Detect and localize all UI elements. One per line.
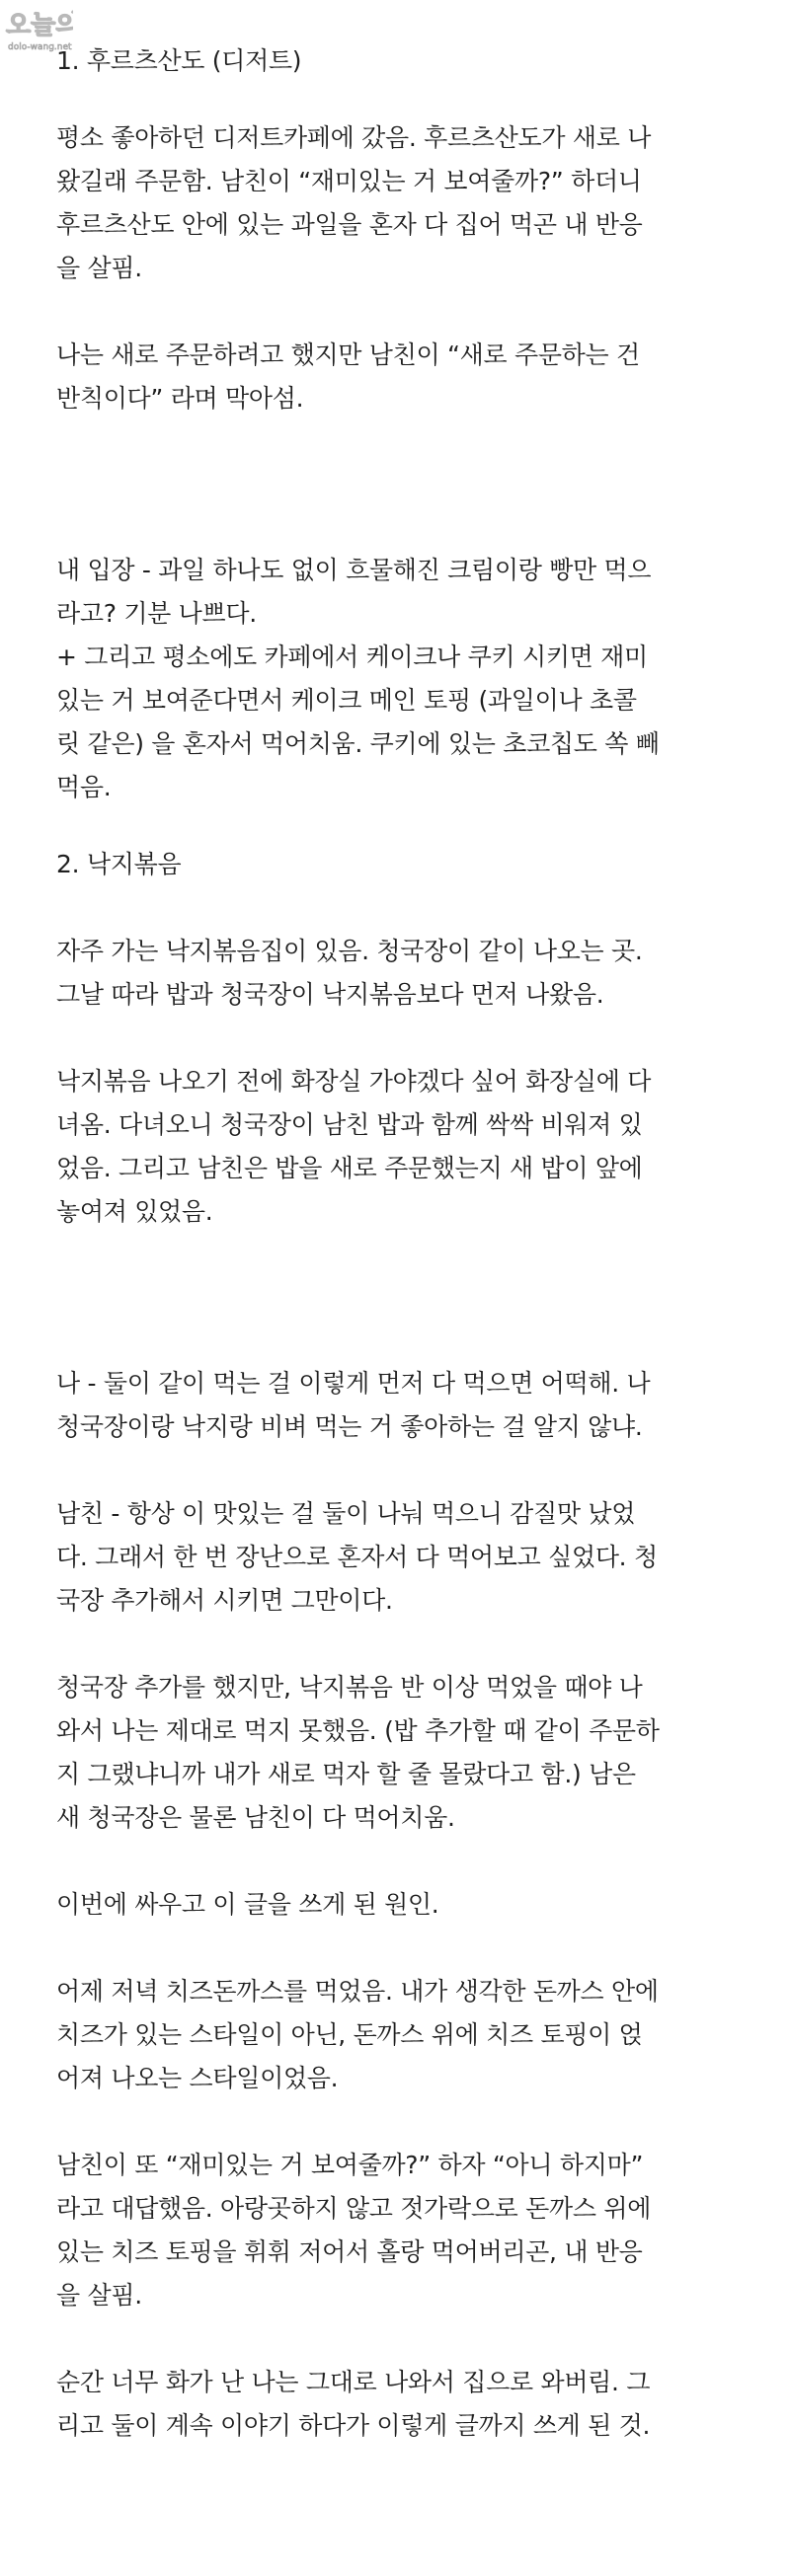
text-line: 있는 거 보여준다면서 케이크 메인 토핑 (과일이나 초콜 <box>56 686 637 715</box>
text-line: 청국장 추가를 했지만, 낙지볶음 반 이상 먹었을 때야 나 <box>56 1673 643 1702</box>
text-line: 을 살핌. <box>56 254 142 282</box>
text-line: 라고? 기분 나쁘다. <box>56 599 257 628</box>
text-line: 평소 좋아하던 디저트카페에 갔음. 후르츠산도가 새로 나 <box>56 123 652 152</box>
text-line: 새 청국장은 물론 남친이 다 먹어치움. <box>56 1803 455 1832</box>
text-line: 반칙이다” 라며 막아섬. <box>56 384 304 413</box>
text-line: 어져 나오는 스타일이었음. <box>56 2064 339 2092</box>
post-body <box>56 39 748 2448</box>
text-line: 라고 대답했음. 아랑곳하지 않고 젓가락으로 돈까스 위에 <box>56 2194 652 2223</box>
text-line: 놓여져 있었음. <box>56 1197 213 1226</box>
text-line: 지 그랬냐니까 내가 새로 먹자 할 줄 몰랐다고 함.) 남은 <box>56 1760 636 1788</box>
watermark-brand: 오늘의 <box>6 11 73 40</box>
text-line: 다. 그래서 한 번 장난으로 혼자서 다 먹어보고 싶었다. 청 <box>56 1543 658 1571</box>
text-line: 어제 저녁 치즈돈까스를 먹었음. 내가 생각한 돈까스 안에 <box>56 1977 659 2006</box>
text-line: 국장 추가해서 시키면 그만이다. <box>56 1586 393 1615</box>
section-heading-2: 2. 낙지볶음 <box>56 850 182 878</box>
text-line: 자주 가는 낙지볶음집이 있음. 청국장이 같이 나오는 곳. <box>56 937 643 965</box>
text-line: 릿 같은) 을 혼자서 먹어치움. 쿠키에 있는 초코칩도 쏙 빼 <box>56 729 660 758</box>
text-line: 있는 치즈 토핑을 휘휘 저어서 홀랑 먹어버리곤, 내 반응 <box>56 2237 643 2266</box>
text-line: 나 - 둘이 같이 먹는 걸 이렇게 먼저 다 먹으면 어떡해. 나 <box>56 1369 651 1398</box>
watermark-site: dolo-wang.net <box>8 42 72 52</box>
text-line: 이번에 싸우고 이 글을 쓰게 된 원인. <box>56 1890 439 1919</box>
text-line: 리고 둘이 계속 이야기 하다가 이렇게 글까지 쓰게 된 것. <box>56 2411 651 2440</box>
text-line: 청국장이랑 낙지랑 비벼 먹는 거 좋아하는 걸 알지 않냐. <box>56 1412 643 1441</box>
text-line: 남친 - 항상 이 맛있는 걸 둘이 나눠 먹으니 감질맛 났었 <box>56 1499 636 1528</box>
text-line: 녀옴. 다녀오니 청국장이 남친 밥과 함께 싹싹 비워져 있 <box>56 1110 643 1139</box>
section-heading-1: 1. 후르츠산도 (디저트) <box>56 46 302 75</box>
text-line: 남친이 또 “재미있는 거 보여줄까?” 하자 “아니 하지마” <box>56 2151 644 2179</box>
text-line: 낙지볶음 나오기 전에 화장실 가야겠다 싶어 화장실에 다 <box>56 1067 652 1096</box>
text-line: 와서 나는 제대로 먹지 못했음. (밥 추가할 때 같이 주문하 <box>56 1716 660 1745</box>
text-line: 왔길래 주문함. 남친이 “재미있는 거 보여줄까?” 하더니 <box>56 167 642 195</box>
text-line: 치즈가 있는 스타일이 아닌, 돈까스 위에 치즈 토핑이 얹 <box>56 2020 643 2049</box>
text-line: 먹음. <box>56 773 112 801</box>
text-line: 순간 너무 화가 난 나는 그대로 나와서 집으로 와버림. 그 <box>56 2368 651 2396</box>
text-line: 나는 새로 주문하려고 했지만 남친이 “새로 주문하는 건 <box>56 341 640 369</box>
text-line: 었음. 그리고 남친은 밥을 새로 주문했는지 새 밥이 앞에 <box>56 1154 643 1182</box>
text-line: 내 입장 - 과일 하나도 없이 흐물해진 크림이랑 빵만 먹으 <box>56 556 652 584</box>
text-line: 후르츠산도 안에 있는 과일을 혼자 다 집어 먹곤 내 반응 <box>56 210 643 239</box>
text-line: 을 살핌. <box>56 2281 142 2310</box>
text-line: 그날 따라 밥과 청국장이 낙지볶음보다 먼저 나왔음. <box>56 980 604 1009</box>
text-line: + 그리고 평소에도 카페에서 케이크나 쿠키 시키면 재미 <box>56 643 648 671</box>
